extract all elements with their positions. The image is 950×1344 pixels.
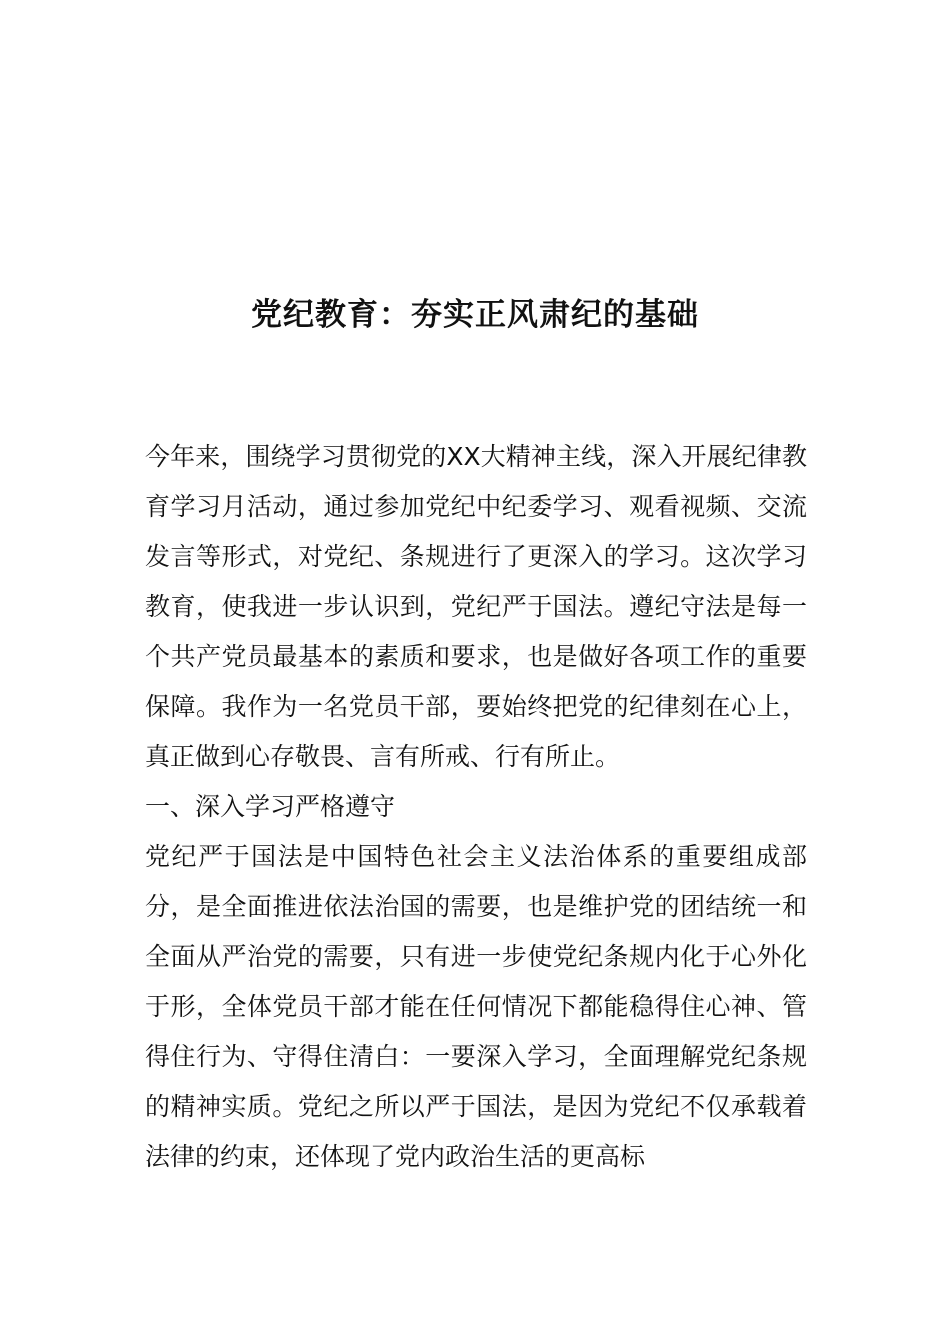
paragraph-intro: 今年来，围绕学习贯彻党的XX大精神主线，深入开展纪律教育学习月活动，通过参加党纪中纪委学习、观看视频、交流发言等形式，对党纪、条规进行了更深入的学习。这次学习教育，使我进一步认识到，党纪严于国法。遵纪守法是每一个共产党员最基本的素质和要求，也是做好各项工作的重要保障。我作为一名党员干部，要始终把党的纪律刻在心上，真正做到心存敬畏、言有所戒、行有所止。 xyxy=(145,442,807,771)
document-body xyxy=(145,432,807,1182)
document-title: 党纪教育：夯实正风肃纪的基础 xyxy=(251,297,699,333)
paragraph-section-1: 党纪严于国法是中国特色社会主义法治体系的重要组成部分，是全面推进依法治国的需要，也是维护党的团结统一和全面从严治党的需要，只有进一步使党纪条规内化于心外化于形，全体党员干部才能在任何情况下都能稳得住心神、管得住行为、守得住清白：一要深入学习，全面理解党纪条规的精神实质。党纪之所以严于国法，是因为党纪不仅承载着法律的约束，还体现了党内政治生活的更高标 xyxy=(145,842,807,1171)
section-heading: 一、深入学习严格遵守 xyxy=(145,792,396,821)
